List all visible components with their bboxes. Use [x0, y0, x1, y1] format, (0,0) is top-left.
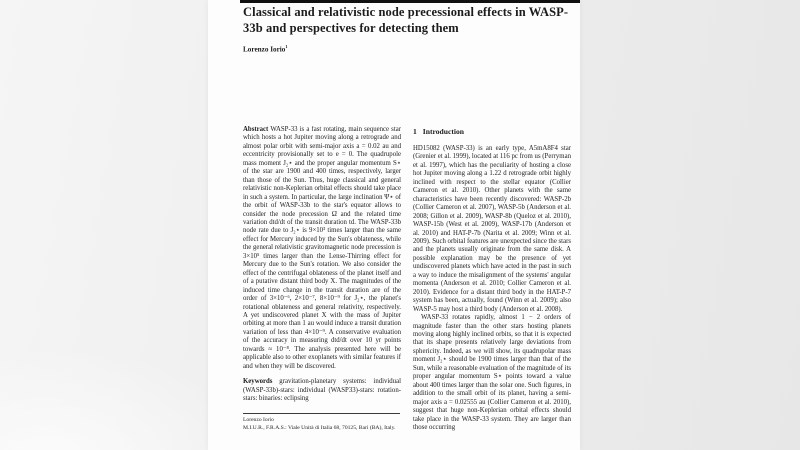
keywords-label: Keywords [243, 378, 273, 386]
paper-author [243, 44, 288, 53]
author-name: Lorenzo Iorio [243, 45, 286, 54]
page-content [243, 0, 571, 450]
intro-paragraph-2: WASP-33 rotates rapidly, almost 1 − 2 orders of magnitude faster than the other stars hosting planets moving along highly inclined orbits, so that it is expected that its shape presents relatively large deviations from sphericity. Indeed, as we will show, its quadrupolar mass moment J₂⋆ should be 1900 times larger than that of the Sun, while a reasonable evaluation of the magnitude of its proper angular momentum S⋆ points toward a value about 400 times larger than the solar one. Such figures, in addition to the small orbit of its planet, having a semi-major axis a = 0.02555 au (Collier Cameron et al. 2010), suggest that huge non-Keplerian orbital effects should take place in the WASP-33 system. They are larger than those occurring [413, 314, 571, 431]
footnote-rule [243, 413, 400, 414]
section-heading [413, 127, 571, 136]
abstract-paragraph [243, 126, 401, 371]
footnote [243, 417, 401, 433]
left-column [243, 126, 401, 450]
right-column [413, 126, 571, 450]
abstract-text: WASP-33 is a fast rotating, main sequence star which hosts a hot Jupiter moving along a retrograde and almost polar orbit with semi-major axis a = 0.02 au and eccentricity provisionally set to e = 0. The quadrupole mass moment J₂⋆ and the proper angular momentum S⋆ of the star are 1900 and 400 times, respectively, larger than those of the Sun. Thus, huge classical and general relativistic non-Keplerian orbital effects should take place in such a system. In particular, the large inclination Ψ⋆ of the orbit of WASP-33b to the star's equator allows to consider the node precession Ω̇ and the related time variation dtd/dt of the transit duration td. The WASP-33b node rate due to J₂⋆ is 9×10³ times larger than the same effect for Mercury induced by the Sun's oblateness, while the general relativistic gravitomagnetic node precession is 3×10⁵ times larger than the Lense-Thirring effect for Mercury due to the Sun's rotation. We also consider the effect of the centrifugal oblateness of the planet itself and of a putative distant third body X. The magnitudes of the induced time change in the transit duration are of the order of 3×10⁻⁶, 2×10⁻⁷, 8×10⁻⁹ for J₂⋆, the planet's rotational oblateness and general relativity, respectively. A yet undiscovered planet X with the mass of Jupiter orbiting at more than 1 au would induce a transit duration variation of less than 4×10⁻⁹. A conservative evaluation of the accuracy in measuring dtd/dt over 10 yr points towards ≈ 10⁻⁸. The analysis presented here will be applicable also to other exoplanets with similar features if and when they will be discovered. [243, 126, 401, 370]
intro-paragraph-1: HD15082 (WASP-33) is an early type, A5mA8F4 star (Grenier et al. 1999), located at 116 pc from us (Perryman et al. 1997), which has the peculiarity of hosting a close hot Jupiter moving along a 1.22 d retrograde orbit highly inclined with respect to the stellar equator (Collier Cameron et al. 2010). Other planets with the same characteristics have been recently discovered: WASP-2b (Collier Cameron et al. 2007), WASP-5b (Anderson et al. 2008; Gillon et al. 2009), WASP-8b (Queloz et al. 2010), WASP-15b (West et al. 2009), WASP-17b (Anderson et al. 2010) and HAT-P-7b (Narita et al. 2009; Winn et al. 2009). Such orbital features are unexpected since the stars and the planets usually originate from the same disk. A possible explanation may be the presence of yet undiscovered planets which have acted in the past in such a way to induce the misalignment of the systems' angular momenta (Anderson et al. 2010; Collier Cameron et al. 2010). Evidence for a distant third body in the HAT-P-7 system has been, actually, found (Winn et al. 2009); also WASP-5 may host a third body (Anderson et al. 2008). [413, 145, 571, 313]
author-affiliation-mark: 1 [285, 44, 288, 49]
keywords-text: gravitation-planetary systems: individual (WASP-33b)-stars: individual (WASP33)-stars: rotation-stars: binaries: eclipsing [243, 378, 401, 403]
footnote-author: Lorenzo Iorio [243, 416, 274, 423]
footnote-affiliation: M.I.U.R., F.R.A.S.: Viale Unità di Italia 68, 70125, Bari (BA), Italy. [243, 425, 396, 432]
keywords-paragraph [243, 378, 401, 403]
section-number: 1 [413, 127, 417, 136]
section-title: Introduction [422, 127, 465, 136]
abstract-label: Abstract [243, 126, 269, 133]
pdf-page [208, 0, 580, 450]
paper-title: Classical and relativistic node precessional effects in WASP-33b and perspectives for detecting them [243, 5, 569, 35]
two-column-layout [243, 126, 571, 450]
